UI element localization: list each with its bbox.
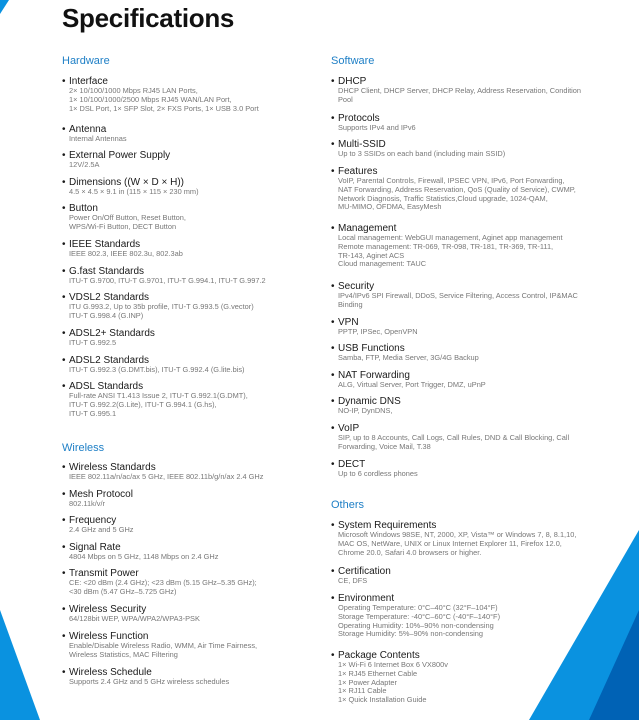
spec-item-button: • Button Power On/Off Button, Reset Button, WPS/Wi-Fi Button, DECT Button [62,203,320,232]
spec-title: VoIP [338,423,360,434]
spec-desc: Full-rate ANSI T1.413 Issue 2, ITU-T G.992.1(G.DMT), ITU-T G.992.2(G.Lite), ITU-T G.994.1 (G.hs), ITU-T G.995.1 [69,391,248,418]
spec-desc: Internal Antennas [69,134,127,143]
spec-desc: 802.11k/v/r [69,499,106,508]
spec-item-dect: • DECT Up to 6 cordless phones [331,459,621,479]
spec-desc: Up to 3 SSIDs on each band (including main SSID) [338,149,506,158]
spec-title: DHCP [338,76,367,87]
section-heading-hardware: Hardware [62,55,110,67]
corner-decoration-bottom-left [0,610,40,720]
spec-title: Button [69,203,98,214]
spec-item-features: • Features VoIP, Parental Controls, Firewall, IPSEC VPN, IPv6, Port Forwarding, NAT Forwarding, Address Reservation, QoS (Quality of Service), CWMP, Network Diagnosis, Traffic Statistics,Cloud upgrade, 1024-QAM, MU-MIMO, OFDMA, EasyMesh [331,166,621,212]
spec-desc: Operating Temperature: 0°C–40°C (32°F–104°F) Storage Temperature: -40°C–60°C (-40°F–140°F) Operating Humidity: 10%–90% non-condensing Storage Humidity: 5%–90% non-condensing [338,603,501,639]
page-title: Specifications [62,3,235,33]
spec-item-vdsl2-standards: • VDSL2 Standards ITU G.993.2, Up to 35b profile, ITU-T G.993.5 (G.vector) ITU-T G.998.4 (G.INP) [62,292,320,321]
spec-title: ADSL Standards [69,381,144,392]
spec-title: Wireless Security [69,604,147,615]
spec-title: Signal Rate [69,542,121,553]
spec-item-ieee-standards: • IEEE Standards IEEE 802.3, IEEE 802.3u, 802.3ab [62,239,320,259]
spec-item-antenna: • Antenna Internal Antennas [62,124,320,144]
spec-item-vpn: • VPN PPTP, IPSec, OpenVPN [331,317,621,337]
spec-title: ADSL2+ Standards [69,328,155,339]
spec-title: Interface [69,76,108,87]
spec-desc: 1× Wi-Fi 6 Internet Box 6 VX800v 1× RJ45 Ethernet Cable 1× Power Adapter 1× RJ11 Cable 1× Quick Installation Guide [338,660,448,705]
spec-desc: Samba, FTP, Media Server, 3G/4G Backup [338,353,479,362]
spec-item-adsl2-standards: • ADSL2 Standards ITU-T G.992.3 (G.DMT.bis), ITU-T G.992.4 (G.lite.bis) [62,355,320,375]
spec-desc: Microsoft Windows 98SE, NT, 2000, XP, Vista™ or Windows 7, 8, 8.1,10, MAC OS, NetWare, UNIX or Linux Internet Explorer 11, Firefox 12.0, Chrome 20.0, Safari 4.0 browsers or higher. [338,530,577,557]
spec-title: Multi-SSID [338,139,386,150]
spec-title: Wireless Standards [69,462,156,473]
spec-title: System Requirements [338,520,437,531]
spec-title: Frequency [69,515,117,526]
spec-desc: Supports 2.4 GHz and 5 GHz wireless schedules [69,677,230,686]
spec-desc: 12V/2.5A [69,160,100,169]
spec-desc: Enable/Disable Wireless Radio, WMM, Air Time Fairness, Wireless Statistics, MAC Filtering [69,641,258,659]
spec-item-security: • Security IPv4/IPv6 SPI Firewall, DDoS, Service Filtering, Access Control, IP&MAC Binding [331,281,621,310]
spec-title: Mesh Protocol [69,489,133,500]
spec-title: Security [338,281,375,292]
spec-item-dynamic-dns: • Dynamic DNS NO-IP, DynDNS, [331,396,621,416]
spec-desc: NO-IP, DynDNS, [338,406,393,415]
spec-item-dimensions: • Dimensions ((W × D × H)) 4.5 × 4.5 × 9.1 in (115 × 115 × 230 mm) [62,177,320,197]
spec-title: Dynamic DNS [338,396,401,407]
spec-desc: IEEE 802.3, IEEE 802.3u, 802.3ab [69,249,183,258]
spec-desc: Local management: WebGUI management, Aginet app management Remote management: TR-069, TR-098, TR-181, TR-369, TR-111, TR-143, Aginet ACS Cloud management: TAUC [338,233,563,269]
spec-title: VDSL2 Standards [69,292,150,303]
spec-item-gfast-standards: • G.fast Standards ITU-T G.9700, ITU-T G.9701, ITU-T G.994.1, ITU-T G.997.2 [62,266,320,286]
spec-desc: VoIP, Parental Controls, Firewall, IPSEC VPN, IPv6, Port Forwarding, NAT Forwarding, Address Reservation, QoS (Quality of Service), CWMP, Network Diagnosis, Traffic Statistics,Cloud upgrade, 1024-QAM, MU-MIMO, OFDMA, EasyMesh [338,176,576,212]
spec-title: Package Contents [338,650,420,661]
spec-item-package-contents: • Package Contents 1× Wi-Fi 6 Internet Box 6 VX800v 1× RJ45 Ethernet Cable 1× Power Adapter 1× RJ11 Cable 1× Quick Installation Guide [331,650,621,705]
spec-desc: ITU-T G.9700, ITU-T G.9701, ITU-T G.994.1, ITU-T G.997.2 [69,276,266,285]
spec-title: Protocols [338,113,380,124]
spec-desc: 4804 Mbps on 5 GHz, 1148 Mbps on 2.4 GHz [69,552,219,561]
spec-desc: 4.5 × 4.5 × 9.1 in (115 × 115 × 230 mm) [69,187,199,196]
spec-item-adsl-standards: • ADSL Standards Full-rate ANSI T1.413 Issue 2, ITU-T G.992.1(G.DMT), ITU-T G.992.2(G.Lite), ITU-T G.994.1 (G.hs), ITU-T G.995.1 [62,381,320,418]
spec-title: Wireless Schedule [69,667,152,678]
spec-title: External Power Supply [69,150,171,161]
spec-title: Transmit Power [69,568,139,579]
spec-title: DECT [338,459,366,470]
spec-item-certification: • Certification CE, DFS [331,566,621,586]
spec-desc: ITU-T G.992.3 (G.DMT.bis), ITU-T G.992.4 (G.lite.bis) [69,365,245,374]
spec-item-transmit-power: • Transmit Power CE: <20 dBm (2.4 GHz); <23 dBm (5.15 GHz–5.35 GHz); <30 dBm (5.47 GHz–5.725 GHz) [62,568,320,597]
spec-title: IEEE Standards [69,239,141,250]
spec-desc: CE: <20 dBm (2.4 GHz); <23 dBm (5.15 GHz–5.35 GHz); <30 dBm (5.47 GHz–5.725 GHz) [69,578,257,596]
spec-item-power-supply: • External Power Supply 12V/2.5A [62,150,320,170]
spec-item-interface: • Interface 2× 10/100/1000 Mbps RJ45 LAN Ports, 1× 10/100/1000/2500 Mbps RJ45 WAN/LAN Port, 1× DSL Port, 1× SFP Slot, 2× FXS Ports, 1× USB 3.0 Port [62,76,320,113]
spec-title: Features [338,166,378,177]
spec-item-dhcp: • DHCP DHCP Client, DHCP Server, DHCP Relay, Address Reservation, Condition Pool [331,76,621,105]
spec-desc: ITU-T G.992.5 [69,338,117,347]
spec-item-wireless-function: • Wireless Function Enable/Disable Wireless Radio, WMM, Air Time Fairness, Wireless Statistics, MAC Filtering [62,631,320,660]
spec-desc: PPTP, IPSec, OpenVPN [338,327,418,336]
spec-desc: IPv4/IPv6 SPI Firewall, DDoS, Service Filtering, Access Control, IP&MAC Binding [338,291,578,309]
spec-item-adsl2plus-standards: • ADSL2+ Standards ITU-T G.992.5 [62,328,320,348]
section-heading-software: Software [331,55,375,67]
spec-desc: IEEE 802.11a/n/ac/ax 5 GHz, IEEE 802.11b/g/n/ax 2.4 GHz [69,472,264,481]
spec-desc: ITU G.993.2, Up to 35b profile, ITU-T G.993.5 (G.vector) ITU-T G.998.4 (G.INP) [69,302,254,320]
spec-title: Management [338,223,397,234]
spec-item-voip: • VoIP SIP, up to 8 Accounts, Call Logs, Call Rules, DND & Call Blocking, Call Forwarding, Voice Mail, T.38 [331,423,621,452]
spec-title: NAT Forwarding [338,370,410,381]
spec-desc: 64/128bit WEP, WPA/WPA2/WPA3-PSK [69,614,200,623]
spec-item-nat-forwarding: • NAT Forwarding ALG, Virtual Server, Port Trigger, DMZ, uPnP [331,370,621,390]
spec-title: Wireless Function [69,631,149,642]
corner-decoration-top-left [0,0,9,14]
spec-desc: ALG, Virtual Server, Port Trigger, DMZ, uPnP [338,380,486,389]
spec-desc: Up to 6 cordless phones [338,469,418,478]
spec-item-signal-rate: • Signal Rate 4804 Mbps on 5 GHz, 1148 Mbps on 2.4 GHz [62,542,320,562]
spec-desc: Power On/Off Button, Reset Button, WPS/Wi-Fi Button, DECT Button [69,213,186,231]
spec-title: Certification [338,566,391,577]
section-heading-wireless: Wireless [62,442,105,454]
spec-item-environment: • Environment Operating Temperature: 0°C–40°C (32°F–104°F) Storage Temperature: -40°C–60°C (-40°F–140°F) Operating Humidity: 10%–90% non-condensing Storage Humidity: 5%–90% non-condensing [331,593,621,639]
spec-desc: DHCP Client, DHCP Server, DHCP Relay, Address Reservation, Condition Pool [338,86,582,104]
spec-desc: SIP, up to 8 Accounts, Call Logs, Call Rules, DND & Call Blocking, Call Forwarding, Voice Mail, T.38 [338,433,570,451]
spec-desc: 2× 10/100/1000 Mbps RJ45 LAN Ports, 1× 10/100/1000/2500 Mbps RJ45 WAN/LAN Port, 1× DSL Port, 1× SFP Slot, 2× FXS Ports, 1× USB 3.0 Port [69,86,259,113]
spec-item-wireless-standards: • Wireless Standards IEEE 802.11a/n/ac/ax 5 GHz, IEEE 802.11b/g/n/ax 2.4 GHz [62,462,320,482]
spec-desc: Supports IPv4 and IPv6 [338,123,416,132]
spec-item-wireless-security: • Wireless Security 64/128bit WEP, WPA/WPA2/WPA3-PSK [62,604,320,624]
spec-title: VPN [338,317,359,328]
spec-title: Environment [338,593,395,604]
spec-item-multi-ssid: • Multi-SSID Up to 3 SSIDs on each band (including main SSID) [331,139,621,159]
spec-title: Antenna [69,124,107,135]
spec-item-mesh-protocol: • Mesh Protocol 802.11k/v/r [62,489,320,509]
spec-title: G.fast Standards [69,266,145,277]
spec-title: USB Functions [338,343,405,354]
spec-desc: 2.4 GHz and 5 GHz [69,525,134,534]
spec-item-frequency: • Frequency 2.4 GHz and 5 GHz [62,515,320,535]
section-heading-others: Others [331,499,365,511]
spec-desc: CE, DFS [338,576,368,585]
spec-item-usb-functions: • USB Functions Samba, FTP, Media Server, 3G/4G Backup [331,343,621,363]
spec-item-system-requirements: • System Requirements Microsoft Windows 98SE, NT, 2000, XP, Vista™ or Windows 7, 8, 8.1,10, MAC OS, NetWare, UNIX or Linux Internet Explorer 11, Firefox 12.0, Chrome 20.0, Safari 4.0 browsers or higher. [331,520,621,557]
spec-item-protocols: • Protocols Supports IPv4 and IPv6 [331,113,621,133]
spec-item-wireless-schedule: • Wireless Schedule Supports 2.4 GHz and 5 GHz wireless schedules [62,667,320,687]
spec-title: Dimensions ((W × D × H)) [69,177,185,188]
spec-item-management: • Management Local management: WebGUI management, Aginet app management Remote management: TR-069, TR-098, TR-181, TR-369, TR-111, TR-143, Aginet ACS Cloud management: TAUC [331,223,621,269]
spec-title: ADSL2 Standards [69,355,150,366]
